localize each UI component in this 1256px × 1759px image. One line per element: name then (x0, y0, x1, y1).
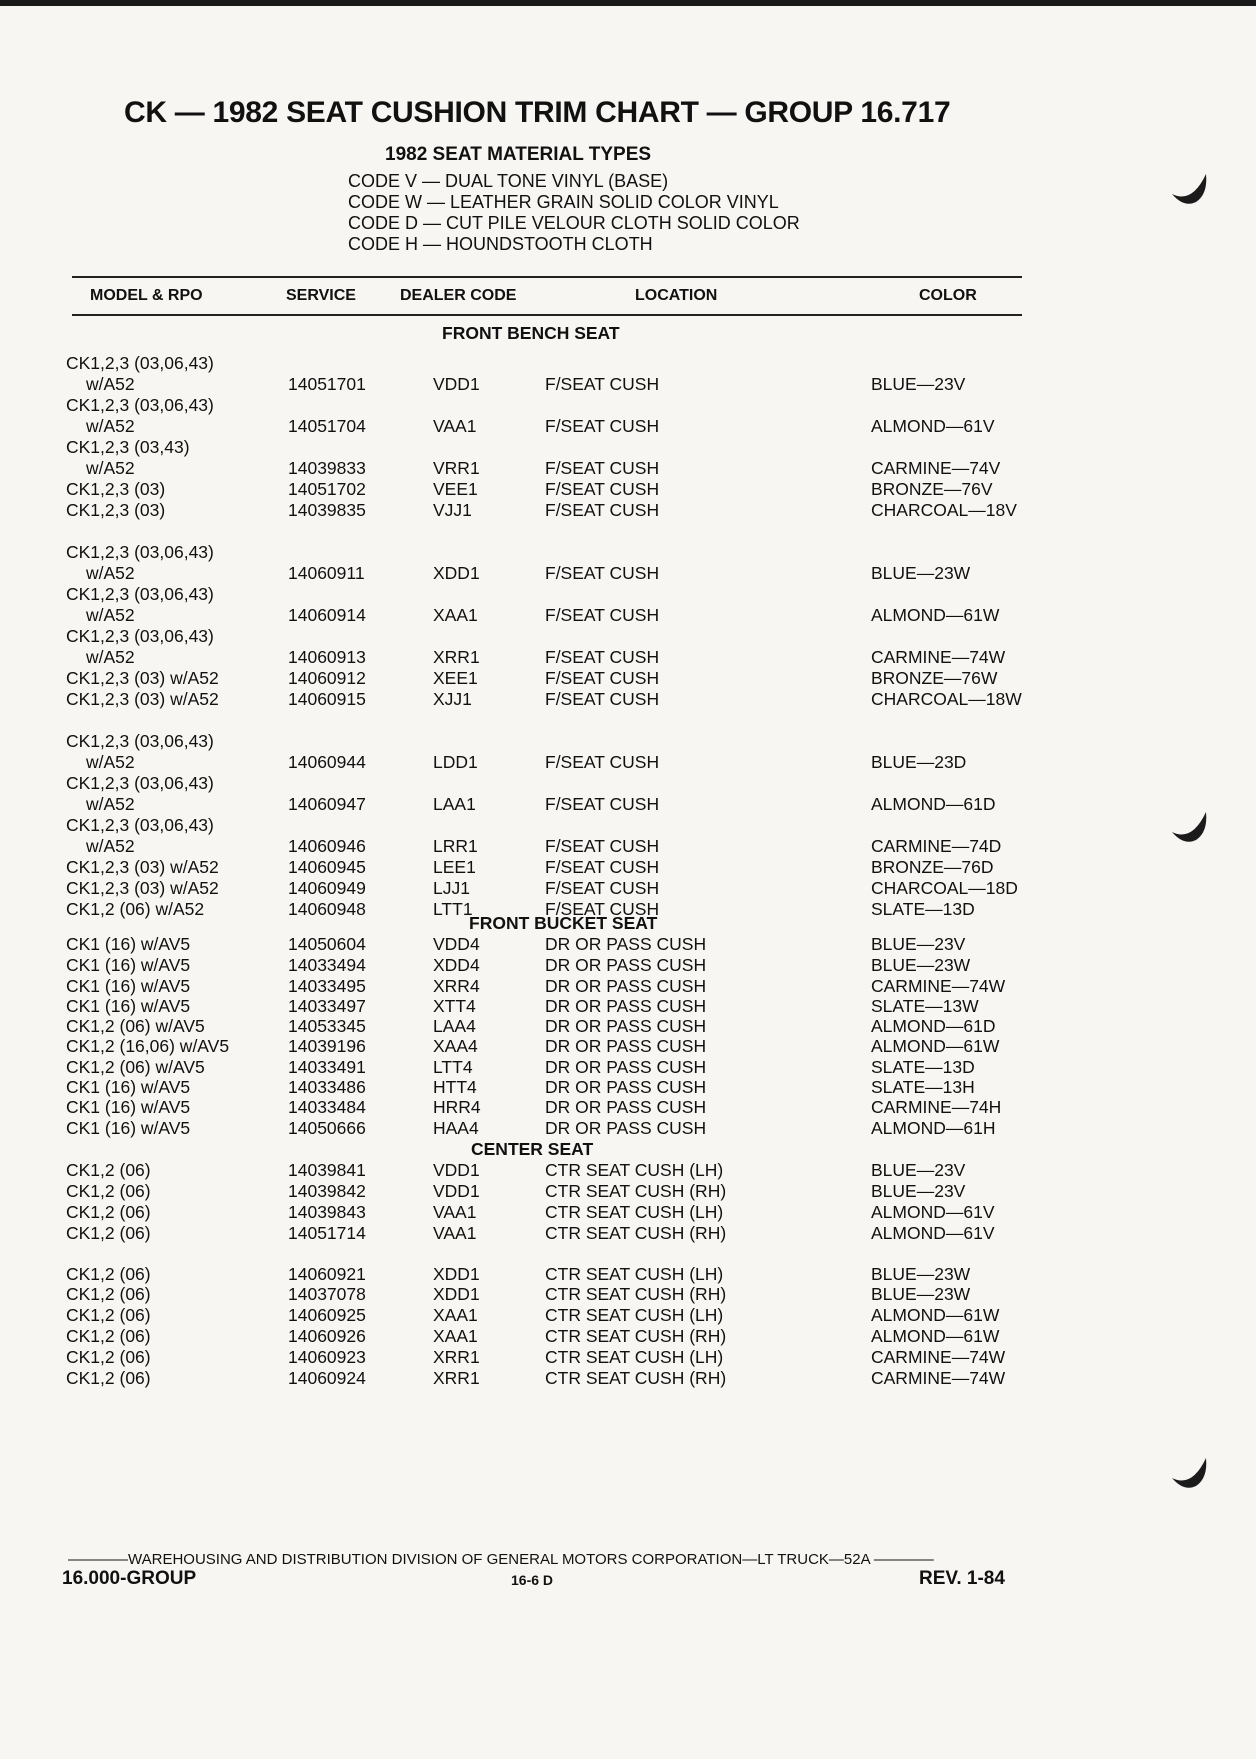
cell-color: BLUE—23V (871, 934, 966, 954)
cell-dealer-code: VDD4 (433, 934, 480, 954)
cell-color: SLATE—13D (871, 1057, 975, 1077)
cell-model: CK1,2,3 (03,06,43) (66, 626, 214, 646)
column-header-location: LOCATION (635, 287, 718, 304)
cell-color: BLUE—23W (871, 563, 971, 583)
cell-model-rpo: w/A52 (86, 752, 135, 772)
cell-color: ALMOND—61V (871, 1223, 995, 1243)
cell-model-rpo: w/A52 (86, 458, 135, 478)
cell-dealer-code: XRR1 (433, 647, 480, 667)
cell-dealer-code: XJJ1 (433, 689, 472, 709)
cell-service: 14050604 (288, 934, 366, 954)
table-row (0, 955, 1256, 976)
cell-model: CK1,2,3 (03,06,43) (66, 584, 214, 604)
cell-location: F/SEAT CUSH (545, 689, 660, 709)
cell-color: ALMOND—61D (871, 1016, 996, 1036)
cell-service: 14033494 (288, 955, 366, 975)
table-row (0, 500, 1256, 521)
cell-model: CK1,2,3 (03,06,43) (66, 731, 214, 751)
cell-dealer-code: VAA1 (433, 1223, 477, 1243)
table-row-model-line (0, 773, 1256, 794)
footer-page-number: 16-6 D (511, 1572, 554, 1588)
cell-location: F/SEAT CUSH (545, 857, 660, 877)
cell-model-rpo: w/A52 (86, 563, 135, 583)
cell-model: CK1,2 (06) (66, 1326, 151, 1346)
cell-color: CARMINE—74W (871, 647, 1006, 667)
cell-model: CK1,2,3 (03) w/A52 (66, 878, 219, 898)
cell-service: 14051714 (288, 1223, 366, 1243)
cell-dealer-code: LRR1 (433, 836, 478, 856)
cell-model: CK1 (16) w/AV5 (66, 996, 191, 1016)
table-row (0, 479, 1256, 500)
cell-dealer-code: XDD1 (433, 1284, 480, 1304)
cell-model: CK1,2 (06) (66, 1264, 151, 1284)
cell-location: DR OR PASS CUSH (545, 996, 707, 1016)
cell-service: 14060913 (288, 647, 366, 667)
cell-model-rpo: w/A52 (86, 374, 135, 394)
cell-dealer-code: VAA1 (433, 1202, 477, 1222)
cell-color: ALMOND—61W (871, 1326, 1000, 1346)
table-row (0, 752, 1256, 773)
cell-model: CK1,2 (06) (66, 1305, 151, 1325)
table-row-model-line (0, 395, 1256, 416)
cell-location: CTR SEAT CUSH (RH) (545, 1368, 727, 1388)
cell-location: F/SEAT CUSH (545, 479, 660, 499)
table-row (0, 668, 1256, 689)
table-row (0, 1326, 1256, 1347)
cell-service: 14060947 (288, 794, 366, 814)
binder-hole-icon (1166, 802, 1212, 848)
cell-service: 14037078 (288, 1284, 366, 1304)
cell-dealer-code: LAA1 (433, 794, 476, 814)
cell-service: 14060944 (288, 752, 366, 772)
table-row (0, 1016, 1256, 1037)
cell-location: CTR SEAT CUSH (LH) (545, 1347, 724, 1367)
cell-model: CK1,2,3 (03,06,43) (66, 542, 214, 562)
table-row-model-line (0, 815, 1256, 836)
cell-model: CK1,2 (06) (66, 1160, 151, 1180)
cell-model: CK1,2 (16,06) w/AV5 (66, 1036, 230, 1056)
cell-dealer-code: XAA1 (433, 1326, 478, 1346)
cell-service: 14039835 (288, 500, 366, 520)
cell-location: F/SEAT CUSH (545, 605, 660, 625)
cell-color: CARMINE—74W (871, 1347, 1006, 1367)
cell-color: ALMOND—61V (871, 1202, 995, 1222)
cell-location: F/SEAT CUSH (545, 500, 660, 520)
cell-color: SLATE—13H (871, 1077, 975, 1097)
table-row-model-line (0, 731, 1256, 752)
table-row (0, 1160, 1256, 1181)
cell-service: 14060945 (288, 857, 366, 877)
cell-dealer-code: HAA4 (433, 1118, 479, 1138)
table-row (0, 563, 1256, 584)
cell-service: 14053345 (288, 1016, 366, 1036)
cell-dealer-code: LJJ1 (433, 878, 470, 898)
cell-location: DR OR PASS CUSH (545, 955, 707, 975)
cell-color: ALMOND—61H (871, 1118, 996, 1138)
cell-service: 14060946 (288, 836, 366, 856)
cell-model: CK1,2 (06) w/AV5 (66, 1057, 205, 1077)
cell-service: 14060923 (288, 1347, 366, 1367)
cell-model: CK1,2 (06) w/AV5 (66, 1016, 205, 1036)
cell-location: CTR SEAT CUSH (RH) (545, 1181, 727, 1201)
cell-service: 14050666 (288, 1118, 366, 1138)
column-header-dealer-code: DEALER CODE (400, 287, 517, 304)
table-row (0, 1368, 1256, 1389)
cell-model: CK1 (16) w/AV5 (66, 1097, 191, 1117)
cell-color: BRONZE—76V (871, 479, 993, 499)
cell-model: CK1,2,3 (03,06,43) (66, 815, 214, 835)
cell-color: BLUE—23V (871, 1160, 966, 1180)
table-row-model-line (0, 584, 1256, 605)
table-row (0, 689, 1256, 710)
table-row (0, 458, 1256, 479)
cell-dealer-code: XRR1 (433, 1368, 480, 1388)
cell-model: CK1,2,3 (03) (66, 500, 166, 520)
cell-color: ALMOND—61D (871, 794, 996, 814)
cell-location: F/SEAT CUSH (545, 836, 660, 856)
cell-model: CK1 (16) w/AV5 (66, 934, 191, 954)
table-row (0, 899, 1256, 920)
cell-location: DR OR PASS CUSH (545, 1036, 707, 1056)
cell-service: 14051704 (288, 416, 366, 436)
cell-service: 14060949 (288, 878, 366, 898)
cell-color: ALMOND—61V (871, 416, 995, 436)
cell-dealer-code: XDD4 (433, 955, 480, 975)
cell-service: 14033495 (288, 976, 366, 996)
table-row-model-line (0, 437, 1256, 458)
cell-model: CK1,2,3 (03) w/A52 (66, 857, 219, 877)
table-row (0, 857, 1256, 878)
cell-dealer-code: XEE1 (433, 668, 478, 688)
cell-dealer-code: XDD1 (433, 1264, 480, 1284)
cell-dealer-code: LEE1 (433, 857, 476, 877)
cell-location: CTR SEAT CUSH (RH) (545, 1284, 727, 1304)
cell-dealer-code: VEE1 (433, 479, 478, 499)
cell-service: 14033497 (288, 996, 366, 1016)
cell-service: 14060911 (288, 563, 365, 583)
cell-model: CK1 (16) w/AV5 (66, 955, 191, 975)
cell-location: F/SEAT CUSH (545, 794, 660, 814)
footer-revision: REV. 1-84 (919, 1568, 1005, 1589)
cell-color: CARMINE—74V (871, 458, 1001, 478)
column-header-service: SERVICE (286, 287, 356, 304)
footer-division-line: ————WAREHOUSING AND DISTRIBUTION DIVISION OF GENERAL MOTORS CORPORATION—LT TRUCK—52A ———— (68, 1551, 934, 1568)
cell-location: F/SEAT CUSH (545, 899, 660, 919)
cell-service: 14060912 (288, 668, 366, 688)
cell-model: CK1,2 (06) (66, 1181, 151, 1201)
cell-location: F/SEAT CUSH (545, 647, 660, 667)
cell-color: BRONZE—76D (871, 857, 994, 877)
cell-color: CARMINE—74W (871, 976, 1006, 996)
cell-location: DR OR PASS CUSH (545, 976, 707, 996)
table-row (0, 878, 1256, 899)
cell-model-rpo: w/A52 (86, 605, 135, 625)
binder-hole-icon (1166, 1448, 1212, 1494)
cell-location: CTR SEAT CUSH (LH) (545, 1202, 724, 1222)
cell-location: F/SEAT CUSH (545, 878, 660, 898)
table-row (0, 374, 1256, 395)
cell-model: CK1,2 (06) w/A52 (66, 899, 205, 919)
cell-dealer-code: VJJ1 (433, 500, 472, 520)
cell-color: BLUE—23D (871, 752, 967, 772)
cell-model: CK1,2 (06) (66, 1202, 151, 1222)
cell-dealer-code: XRR4 (433, 976, 480, 996)
table-row (0, 836, 1256, 857)
cell-model-rpo: w/A52 (86, 647, 135, 667)
cell-model: CK1,2 (06) (66, 1284, 151, 1304)
table-row-model-line (0, 353, 1256, 374)
cell-location: F/SEAT CUSH (545, 458, 660, 478)
table-row (0, 1077, 1256, 1098)
cell-service: 14033491 (288, 1057, 366, 1077)
cell-model: CK1,2 (06) (66, 1347, 151, 1367)
binder-hole-icon (1166, 164, 1212, 210)
table-row (0, 934, 1256, 955)
cell-dealer-code: LDD1 (433, 752, 478, 772)
cell-model: CK1,2,3 (03,06,43) (66, 395, 214, 415)
cell-location: DR OR PASS CUSH (545, 1118, 707, 1138)
cell-service: 14060914 (288, 605, 366, 625)
cell-dealer-code: XDD1 (433, 563, 480, 583)
cell-service: 14033486 (288, 1077, 366, 1097)
material-type-line: CODE W — LEATHER GRAIN SOLID COLOR VINYL (348, 192, 779, 212)
table-row (0, 1305, 1256, 1326)
material-type-line: CODE H — HOUNDSTOOTH CLOTH (348, 234, 653, 254)
cell-service: 14060925 (288, 1305, 366, 1325)
cell-color: CARMINE—74D (871, 836, 1002, 856)
cell-color: CHARCOAL—18V (871, 500, 1017, 520)
cell-service: 14039843 (288, 1202, 366, 1222)
cell-model: CK1,2 (06) (66, 1368, 151, 1388)
column-header-model: MODEL & RPO (90, 287, 203, 304)
cell-location: CTR SEAT CUSH (RH) (545, 1223, 727, 1243)
table-row (0, 1347, 1256, 1368)
cell-model: CK1,2,3 (03) w/A52 (66, 668, 219, 688)
material-type-line: CODE D — CUT PILE VELOUR CLOTH SOLID COLOR (348, 213, 800, 233)
cell-model: CK1,2,3 (03) w/A52 (66, 689, 219, 709)
cell-color: BLUE—23W (871, 1264, 971, 1284)
cell-dealer-code: LAA4 (433, 1016, 476, 1036)
cell-color: CHARCOAL—18D (871, 878, 1018, 898)
cell-service: 14051701 (288, 374, 366, 394)
table-row (0, 1223, 1256, 1244)
cell-model: CK1,2 (06) (66, 1223, 151, 1243)
cell-service: 14060948 (288, 899, 366, 919)
cell-model: CK1 (16) w/AV5 (66, 1077, 191, 1097)
cell-model: CK1,2,3 (03,43) (66, 437, 190, 457)
cell-dealer-code: XAA4 (433, 1036, 478, 1056)
cell-dealer-code: XRR1 (433, 1347, 480, 1367)
cell-dealer-code: LTT4 (433, 1057, 473, 1077)
cell-model-rpo: w/A52 (86, 416, 135, 436)
cell-location: CTR SEAT CUSH (LH) (545, 1160, 724, 1180)
cell-color: ALMOND—61W (871, 605, 1000, 625)
cell-dealer-code: VAA1 (433, 416, 477, 436)
cell-dealer-code: XTT4 (433, 996, 476, 1016)
cell-dealer-code: HTT4 (433, 1077, 477, 1097)
material-type-line: CODE V — DUAL TONE VINYL (BASE) (348, 171, 669, 191)
cell-location: F/SEAT CUSH (545, 563, 660, 583)
cell-service: 14060921 (288, 1264, 366, 1284)
cell-location: DR OR PASS CUSH (545, 1097, 707, 1117)
table-row (0, 1264, 1256, 1285)
cell-dealer-code: VDD1 (433, 1160, 480, 1180)
cell-color: ALMOND—61W (871, 1305, 1000, 1325)
table-row (0, 996, 1256, 1017)
table-row (0, 1284, 1256, 1305)
section-heading-center: CENTER SEAT (471, 1139, 594, 1159)
cell-dealer-code: LTT1 (433, 899, 473, 919)
table-row (0, 1036, 1256, 1057)
column-header-color: COLOR (919, 287, 977, 304)
table-row (0, 1181, 1256, 1202)
cell-model: CK1 (16) w/AV5 (66, 1118, 191, 1138)
table-row (0, 976, 1256, 997)
page-title: CK — 1982 SEAT CUSHION TRIM CHART — GROUP 16.717 (124, 96, 951, 129)
cell-color: CARMINE—74W (871, 1368, 1006, 1388)
cell-dealer-code: HRR4 (433, 1097, 481, 1117)
cell-location: CTR SEAT CUSH (LH) (545, 1264, 724, 1284)
cell-service: 14039833 (288, 458, 366, 478)
material-types-heading: 1982 SEAT MATERIAL TYPES (385, 144, 652, 165)
cell-location: DR OR PASS CUSH (545, 1016, 707, 1036)
cell-color: SLATE—13W (871, 996, 979, 1016)
cell-color: CARMINE—74H (871, 1097, 1002, 1117)
cell-location: F/SEAT CUSH (545, 374, 660, 394)
cell-location: DR OR PASS CUSH (545, 1057, 707, 1077)
cell-location: F/SEAT CUSH (545, 668, 660, 688)
cell-color: BLUE—23V (871, 374, 966, 394)
cell-model: CK1,2,3 (03) (66, 479, 166, 499)
table-row (0, 1097, 1256, 1118)
cell-dealer-code: XAA1 (433, 605, 478, 625)
cell-color: CHARCOAL—18W (871, 689, 1022, 709)
cell-location: DR OR PASS CUSH (545, 1077, 707, 1097)
section-heading-front-bucket: FRONT BUCKET SEAT (469, 913, 658, 933)
cell-service: 14039196 (288, 1036, 366, 1056)
table-row (0, 1118, 1256, 1139)
table-row (0, 647, 1256, 668)
table-row-model-line (0, 626, 1256, 647)
table-row (0, 1202, 1256, 1223)
cell-location: F/SEAT CUSH (545, 416, 660, 436)
cell-color: BLUE—23V (871, 1181, 966, 1201)
cell-model: CK1,2,3 (03,06,43) (66, 773, 214, 793)
section-heading-front-bench: FRONT BENCH SEAT (442, 323, 620, 343)
cell-dealer-code: XAA1 (433, 1305, 478, 1325)
cell-dealer-code: VRR1 (433, 458, 480, 478)
cell-service: 14060924 (288, 1368, 366, 1388)
cell-location: F/SEAT CUSH (545, 752, 660, 772)
table-row (0, 416, 1256, 437)
cell-color: BLUE—23W (871, 955, 971, 975)
table-row-model-line (0, 542, 1256, 563)
cell-location: CTR SEAT CUSH (RH) (545, 1326, 727, 1346)
cell-service: 14051702 (288, 479, 366, 499)
cell-color: BRONZE—76W (871, 668, 998, 688)
footer-group: 16.000-GROUP (62, 1568, 197, 1589)
cell-service: 14039842 (288, 1181, 366, 1201)
cell-location: DR OR PASS CUSH (545, 934, 707, 954)
cell-model-rpo: w/A52 (86, 794, 135, 814)
cell-color: ALMOND—61W (871, 1036, 1000, 1056)
cell-service: 14033484 (288, 1097, 366, 1117)
cell-location: CTR SEAT CUSH (LH) (545, 1305, 724, 1325)
cell-model: CK1 (16) w/AV5 (66, 976, 191, 996)
cell-model-rpo: w/A52 (86, 836, 135, 856)
table-row (0, 1057, 1256, 1078)
cell-color: SLATE—13D (871, 899, 975, 919)
cell-service: 14039841 (288, 1160, 366, 1180)
cell-color: BLUE—23W (871, 1284, 971, 1304)
cell-service: 14060915 (288, 689, 366, 709)
cell-dealer-code: VDD1 (433, 1181, 480, 1201)
table-row (0, 605, 1256, 626)
table-row (0, 794, 1256, 815)
cell-service: 14060926 (288, 1326, 366, 1346)
cell-dealer-code: VDD1 (433, 374, 480, 394)
cell-model: CK1,2,3 (03,06,43) (66, 353, 214, 373)
